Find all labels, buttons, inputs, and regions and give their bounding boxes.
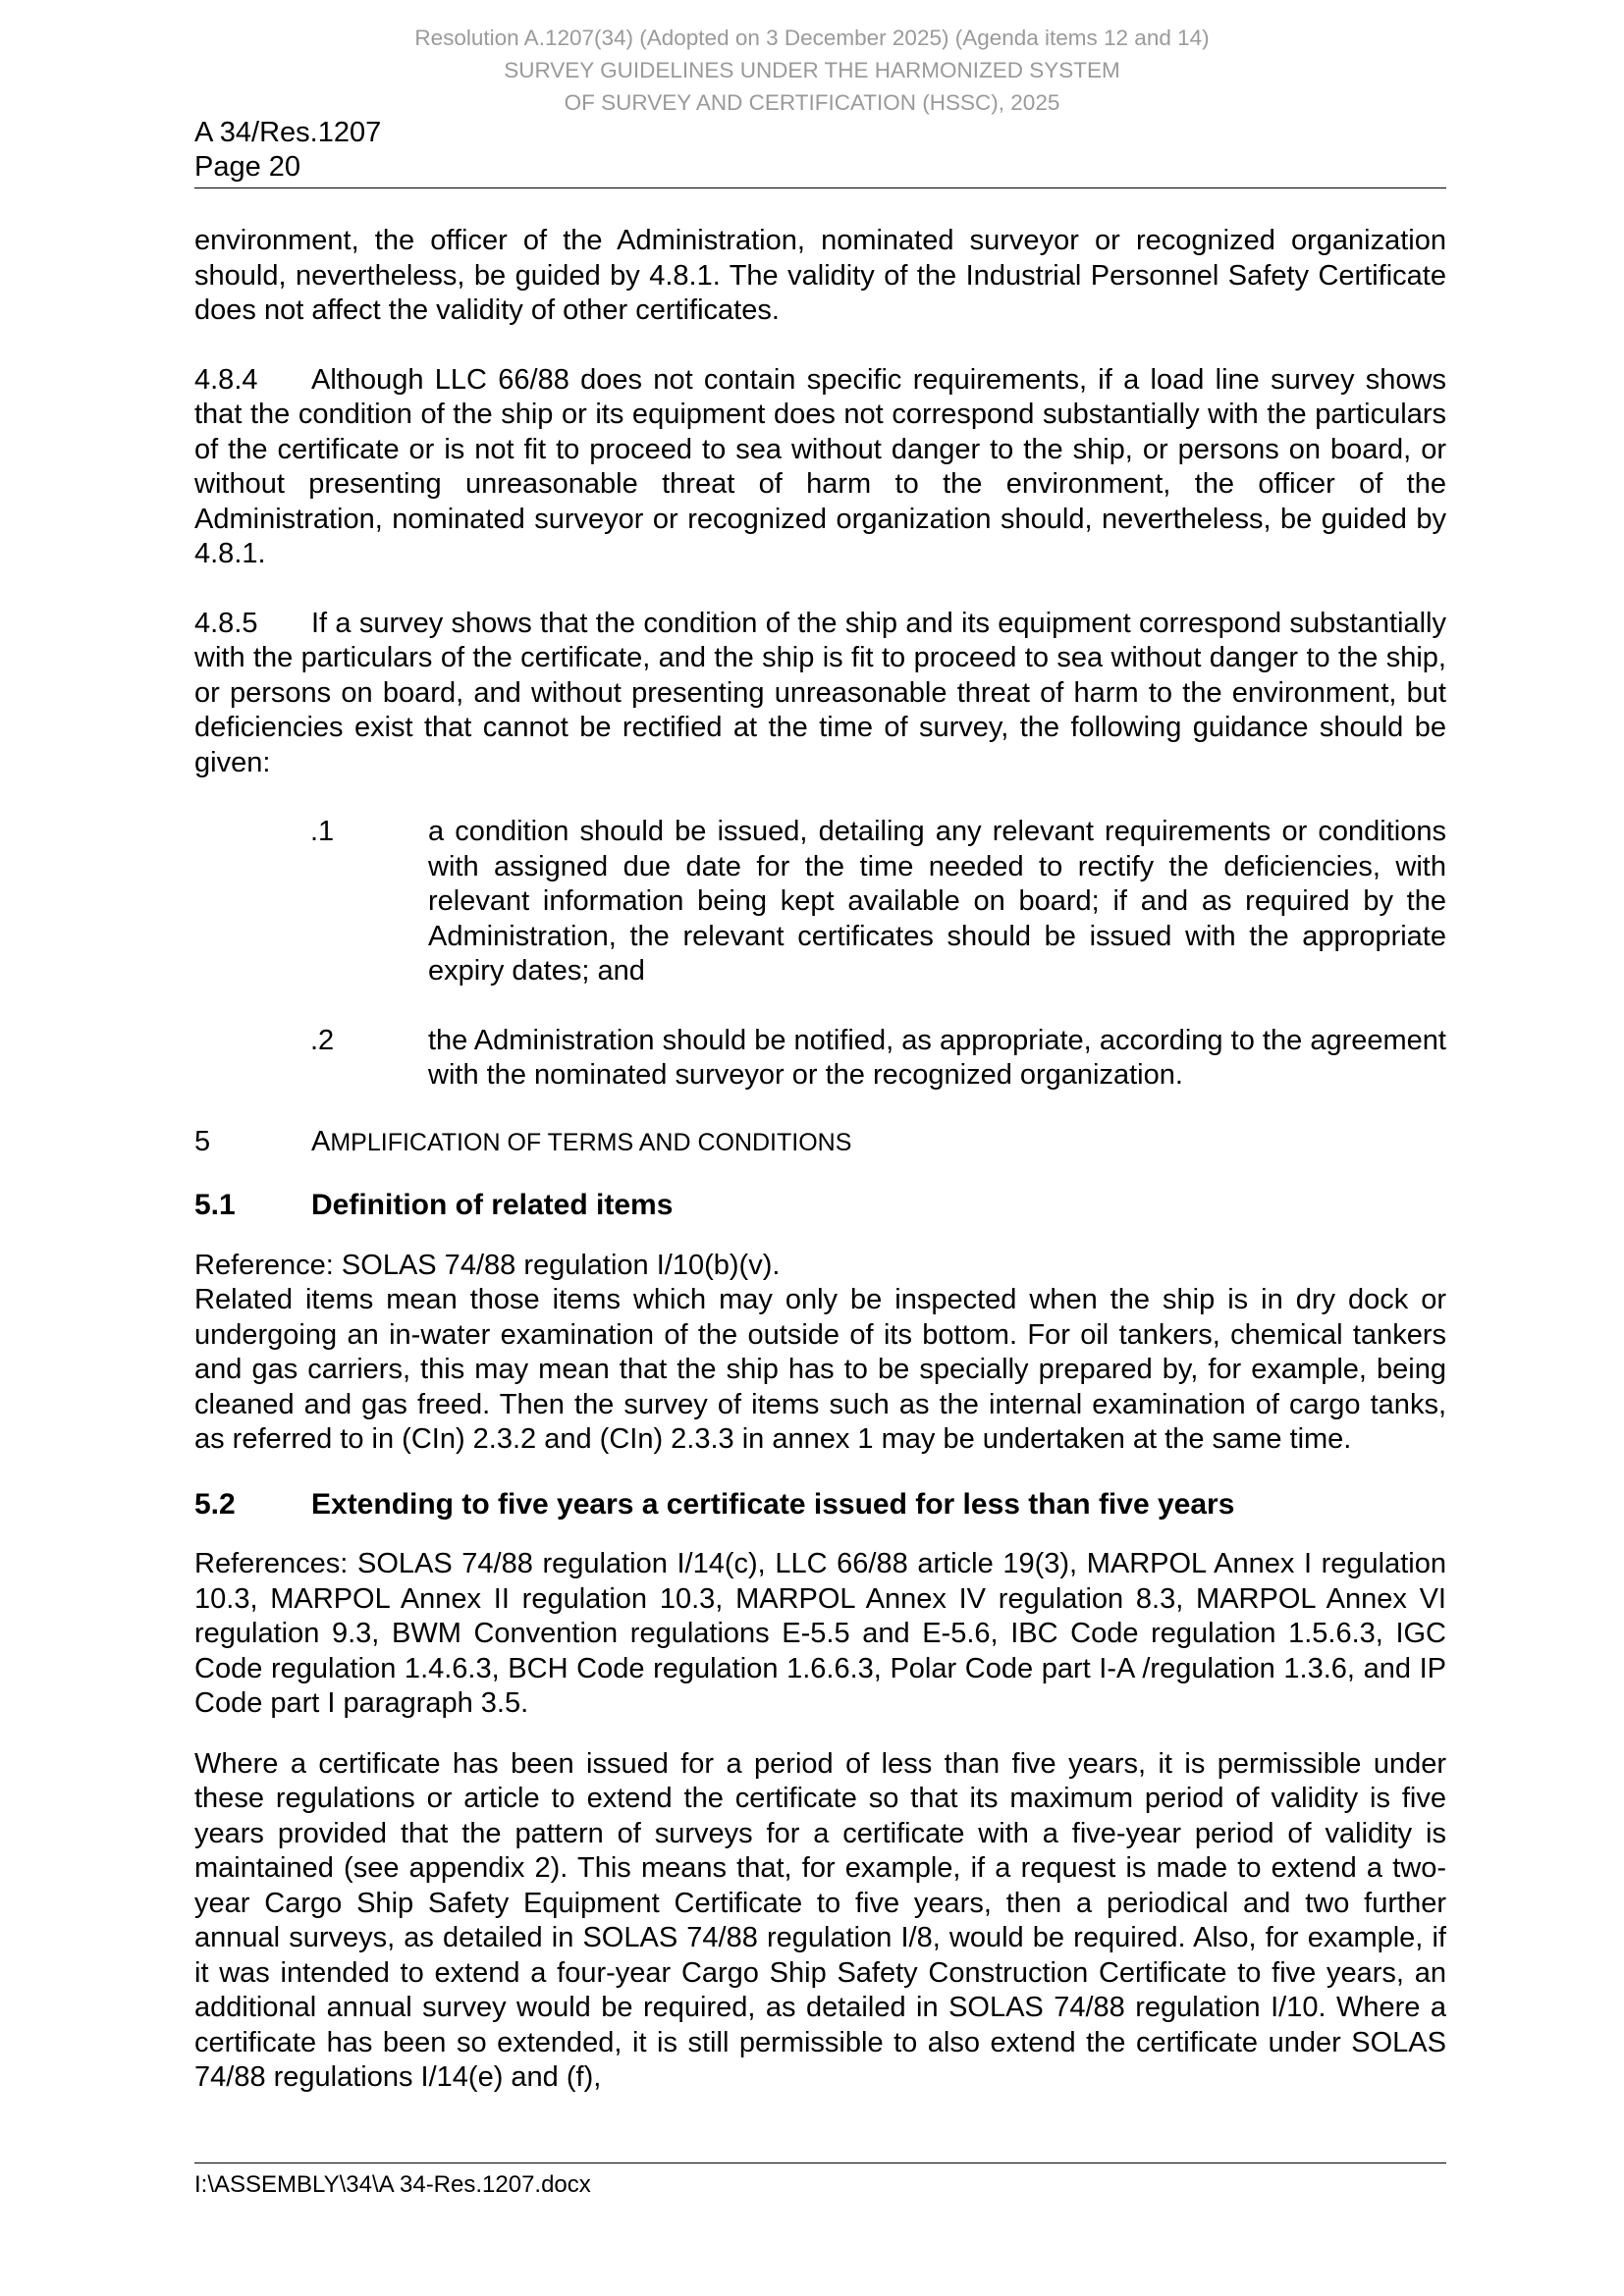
page-header [194, 116, 381, 185]
section-5-1-reference: Reference: SOLAS 74/88 regulation I/10(b)(v). [194, 1249, 781, 1281]
paragraph-4-8-5 [194, 607, 1446, 781]
section-title: Definition of related items [311, 1189, 674, 1221]
section-title [311, 1125, 1446, 1161]
resolution-watermark [0, 22, 1624, 119]
section-number: 5.2 [194, 1487, 236, 1521]
watermark-line-1: Resolution A.1207(34) (Adopted on 3 December 2025) (Agenda items 12 and 14) [414, 26, 1210, 50]
section-title-rest: MPLIFICATION OF TERMS AND CONDITIONS [330, 1128, 852, 1156]
paragraph-text: Although LLC 66/88 does not contain specific requirements, if a load line survey shows that the condition of the ship or its equipment does not correspond substantially with the particulars of the certificate or is not fit to proceed to sea without danger to the ship, or persons on board, or without presenting unreasonable threat of harm to the environment, the officer of the Administration, nominated surveyor or recognized organization should, nevertheless, be guided by 4.8.1. [194, 363, 1446, 569]
section-5-heading [194, 1125, 1446, 1161]
section-5-2-reference: References: SOLAS 74/88 regulation I/14(c), LLC 66/88 article 19(3), MARPOL Annex I regulation 10.3, MARPOL Annex II regulation 10.3, MARPOL Annex IV regulation 8.3, MARPOL Annex VI regulation 9.3, BWM Convention regulations E-5.5 and E-5.6, IBC Code regulation 1.5.6.3, IGC Code regulation 1.4.6.3, BCH Code regulation 1.6.6.3, Polar Code part I-A /regulation 1.3.6, and IP Code part I paragraph 3.5. [194, 1548, 1446, 1719]
section-5-1-text: Related items mean those items which may only be inspected when the ship is in dry dock or undergoing an in-water examination of the outside of its bottom. For oil tankers, chemical tankers and gas carriers, this may mean that the ship has to be specially prepared by, for example, being cleaned and gas freed. Then the survey of items such as the internal examination of cargo tanks, as referred to in (CIn) 2.3.2 and (CIn) 2.3.3 in annex 1 may be undertaken at the same time. [194, 1284, 1446, 1455]
list-marker: .1 [310, 816, 335, 847]
watermark-line-2: SURVEY GUIDELINES UNDER THE HARMONIZED SYSTEM [504, 58, 1120, 82]
document-reference: A 34/Res.1207 [194, 117, 382, 148]
paragraph-4-8-4 [194, 363, 1446, 572]
section-5-2-heading [194, 1487, 1446, 1522]
section-5-1-heading [194, 1188, 1446, 1223]
watermark-line-3: OF SURVEY AND CERTIFICATION (HSSC), 2025 [564, 90, 1060, 115]
section-number: 5 [194, 1125, 211, 1157]
list-item-text: the Administration should be notified, as appropriate, according to the agreement with the nominated surveyor or the recognized organization. [428, 1024, 1446, 1091]
list-item [194, 1024, 1446, 1094]
list-item-text: a condition should be issued, detailing any relevant requirements or conditions with assigned due date for the time needed to rectify the deficiencies, with relevant information being kept available on board; if and as required by the Administration, the relevant certificates should be issued with the appropriate expiry dates; and [428, 816, 1446, 987]
document-body [194, 224, 1446, 2096]
paragraph-text: If a survey shows that the condition of the ship and its equipment correspond substantially with the particulars of the certificate, and the ship is fit to proceed to sea without danger to the ship, or persons on board, and without presenting unreasonable threat of harm to the environment, but deficiencies exist that cannot be rectified at the time of survey, the following guidance should be given: [194, 607, 1446, 778]
page-number: Page 20 [194, 151, 301, 183]
continued-paragraph: environment, the officer of the Administration, nominated surveyor or recognized organization should, nevertheless, be guided by 4.8.1. The validity of the Industrial Personnel Safety Certificate does not affect the validity of other certificates. [194, 225, 1446, 326]
list-marker: .2 [310, 1024, 335, 1056]
section-title-initial: A [311, 1125, 331, 1157]
list-item [194, 815, 1446, 989]
section-title: Extending to five years a certificate issued for less than five years [311, 1487, 1235, 1521]
header-divider [194, 187, 1446, 188]
footer-file-path: I:\ASSEMBLY\34\A 34-Res.1207.docx [194, 2171, 591, 2198]
section-5-2-text: Where a certificate has been issued for a period of less than five years, it is permissible under these regulations or article to extend the certificate so that its maximum period of validity is five years provided that the pattern of surveys for a certificate with a five-year period of validity is maintained (see appendix 2). This means that, for example, if a request is made to extend a two-year Cargo Ship Safety Equipment Certificate to five years, then a periodical and two further annual surveys, as detailed in SOLAS 74/88 regulation I/8, would be required. Also, for example, if it was intended to extend a four-year Cargo Ship Safety Construction Certificate to five years, an additional annual survey would be required, as detailed in SOLAS 74/88 regulation I/10. Where a certificate has been so extended, it is still permissible to also extend the certificate under SOLAS 74/88 regulations I/14(e) and (f), [194, 1747, 1446, 2093]
paragraph-number: 4.8.4 [194, 363, 258, 396]
paragraph-number: 4.8.5 [194, 607, 258, 639]
section-number: 5.1 [194, 1189, 236, 1221]
